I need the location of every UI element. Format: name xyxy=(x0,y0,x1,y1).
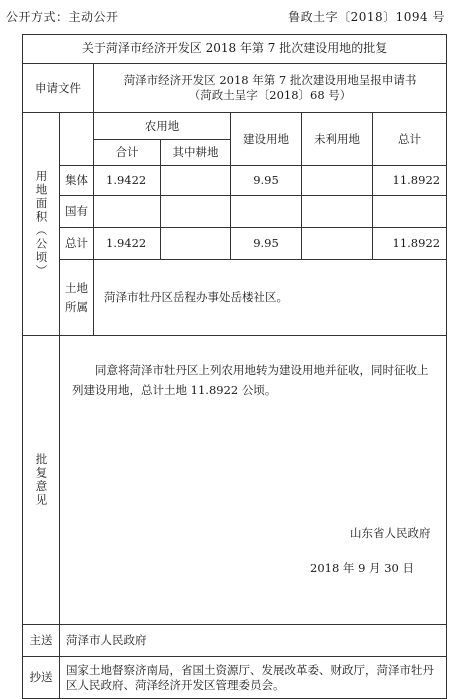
application-text xyxy=(94,64,447,113)
approval-date: 2018 年 9 月 30 日 xyxy=(310,561,414,575)
approval-opinion xyxy=(60,336,447,625)
unused-header: 未利用地 xyxy=(302,113,373,166)
total-cell xyxy=(373,196,447,228)
location-label-text: 土地所属 xyxy=(65,281,88,314)
cultivated-cell xyxy=(161,166,231,196)
table-row-collective xyxy=(23,166,447,196)
approval-label-text: 批复意见 xyxy=(34,453,49,507)
construction-header: 建设用地 xyxy=(231,113,302,166)
document-title: 关于菏泽市经济开发区 2018 年第 7 批次建设用地的批复 xyxy=(23,35,447,64)
construction-cell: 9.95 xyxy=(231,228,302,260)
total-header: 总计 xyxy=(373,113,447,166)
farm-total-cell: 1.9422 xyxy=(94,228,161,260)
publicity-label: 公开方式：主动公开 xyxy=(6,10,119,24)
application-line-1: 菏泽市经济开发区 2018 年第 7 批次建设用地呈报申请书 xyxy=(123,73,417,88)
total-cell: 11.8922 xyxy=(373,166,447,196)
cc-label: 抄送 xyxy=(23,657,60,699)
approval-document-table xyxy=(22,34,447,699)
cultivated-cell xyxy=(161,196,231,228)
application-line-2: （菏政土呈字〔2018〕68 号） xyxy=(188,88,352,102)
main-recipient-label: 主送 xyxy=(23,625,60,657)
table-row-state xyxy=(23,196,447,228)
application-label: 申请文件 xyxy=(23,64,94,113)
farm-total-cell: 1.9422 xyxy=(94,166,161,196)
land-area-side-label xyxy=(23,113,60,336)
farmland-header: 农用地 xyxy=(94,113,231,140)
construction-cell: 9.95 xyxy=(231,166,302,196)
row-label: 集体 xyxy=(60,166,94,196)
unused-cell xyxy=(302,196,373,228)
signer: 山东省人民政府 xyxy=(350,526,431,540)
cc-value: 国家土地督察济南局，省国土资源厅、发展改革委、财政厅，菏泽市牡丹区人民政府、菏泽经济开发区管理委员会。 xyxy=(60,657,447,699)
subtotal-header: 合计 xyxy=(94,140,161,166)
land-area-label-text: 用地面积（公顷） xyxy=(34,170,49,278)
cultivated-header: 其中耕地 xyxy=(161,140,231,166)
main-recipient-value: 菏泽市人民政府 xyxy=(60,625,447,657)
table-row-total xyxy=(23,228,447,260)
location-label xyxy=(60,260,94,336)
blank-header-cell xyxy=(60,113,94,166)
total-cell: 11.8922 xyxy=(373,228,447,260)
document-number: 鲁政土字〔2018〕1094 号 xyxy=(288,10,445,24)
location-value: 菏泽市牡丹区岳程办事处岳楼社区。 xyxy=(94,260,447,336)
row-label: 国有 xyxy=(60,196,94,228)
row-label: 总计 xyxy=(60,228,94,260)
farm-total-cell xyxy=(94,196,161,228)
cultivated-cell xyxy=(161,228,231,260)
unused-cell xyxy=(302,166,373,196)
approval-label xyxy=(23,336,60,625)
approval-text: 同意将菏泽市牡丹区上列农用地转为建设用地并征收，同时征收上列建设用地，总计土地 11.8922 公顷。 xyxy=(72,363,429,398)
construction-cell xyxy=(231,196,302,228)
unused-cell xyxy=(302,228,373,260)
